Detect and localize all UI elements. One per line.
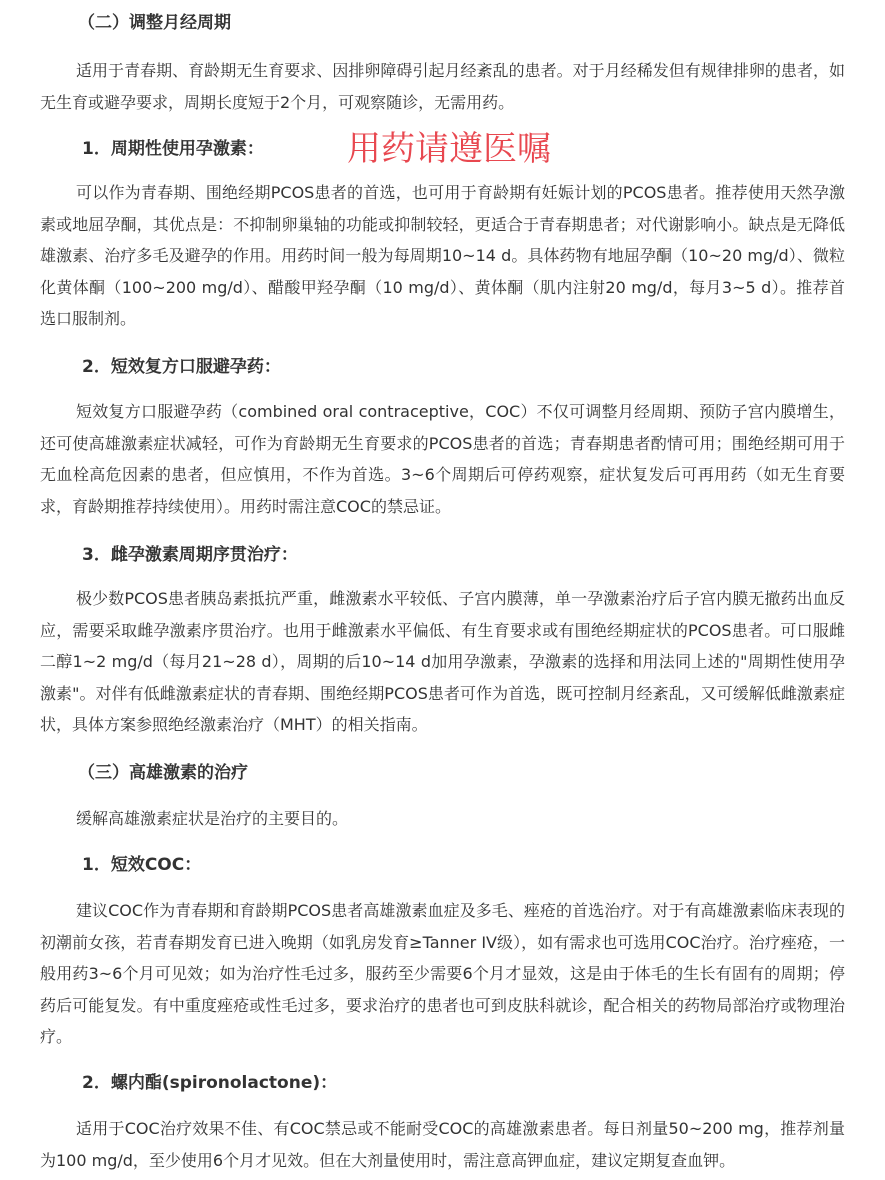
subheading-spironolactone: 2．螺内酯(spironolactone)： — [82, 1073, 338, 1093]
paragraph-coc: 短效复方口服避孕药（combined oral contraceptive，COC）不仅可调整月经周期、预防子宫内膜增生，还可使高雄激素症状减轻，可作为育龄期无生育要求的PCOS患者的首选；青春期患者酌情可用；围绝经期可用于无血栓高危因素的患者，但应慎用，不作为首选。3~6个周期后可停药观察，症状复发后可再用药（如无生育要求，育龄期推荐持续使用）。用药时需注意COC的禁忌证。 — [40, 402, 845, 516]
subheading-coc: 2．短效复方口服避孕药： — [82, 357, 281, 377]
section-heading-adjust-cycle: （二）调整月经周期 — [78, 13, 231, 33]
paragraph-hyperandrogen: 缓解高雄激素症状是治疗的主要目的。 — [76, 809, 349, 828]
paragraph-progestin: 可以作为青春期、围绝经期PCOS患者的首选，也可用于育龄期有妊娠计划的PCOS患者。推荐使用天然孕激素或地屈孕酮，其优点是：不抑制卵巢轴的功能或抑制较轻，更适合于青春期患者；对代谢影响小。缺点是无降低雄激素、治疗多毛及避孕的作用。用药时间一般为每周期10~14 d。具体药物有地屈孕酮（10~20 mg/d）、微粒化黄体酮（100~200 mg/d）、醋酸甲羟孕酮（10 mg/d）、黄体酮（肌内注射20 mg/d，每月3~5 d）。推荐首选口服制剂。 — [40, 183, 845, 328]
subheading-short-coc: 1．短效COC： — [82, 855, 202, 875]
paragraph-adjust-cycle: 适用于青春期、育龄期无生育要求、因排卵障碍引起月经紊乱的患者。对于月经稀发但有规律排卵的患者，如无生育或避孕要求，周期长度短于2个月，可观察随诊，无需用药。 — [40, 61, 845, 112]
watermark-medical-advice: 用药请遵医嘱 — [347, 129, 551, 169]
paragraph-short-coc: 建议COC作为青春期和育龄期PCOS患者高雄激素血症及多毛、痤疮的首选治疗。对于有高雄激素临床表现的初潮前女孩，若青春期发育已进入晚期（如乳房发育≥Tanner IV级），如有需求也可选用COC治疗。治疗痤疮，一般用药3~6个月可见效；如为治疗性毛过多，服药至少需要6个月才显效，这是由于体毛的生长有固有的周期；停药后可能复发。有中重度痤疮或性毛过多，要求治疗的患者也可到皮肤科就诊，配合相关的药物局部治疗或物理治疗。 — [40, 901, 845, 1046]
section-heading-hyperandrogen: （三）高雄激素的治疗 — [78, 763, 248, 783]
subheading-sequential: 3．雌孕激素周期序贯治疗： — [82, 545, 298, 565]
subheading-progestin: 1．周期性使用孕激素： — [82, 139, 264, 159]
paragraph-sequential: 极少数PCOS患者胰岛素抵抗严重，雌激素水平较低、子宫内膜薄，单一孕激素治疗后子宫内膜无撤药出血反应，需要采取雌孕激素序贯治疗。也用于雌激素水平偏低、有生育要求或有围绝经期症状的PCOS患者。可口服雌二醇1~2 mg/d（每月21~28 d），周期的后10~14 d加用孕激素，孕激素的选择和用法同上述的"周期性使用孕激素"。对伴有低雌激素症状的青春期、围绝经期PCOS患者可作为首选，既可控制月经紊乱，又可缓解低雌激素症状，具体方案参照绝经激素治疗（MHT）的相关指南。 — [40, 589, 845, 734]
paragraph-spironolactone: 适用于COC治疗效果不佳、有COC禁忌或不能耐受COC的高雄激素患者。每日剂量50~200 mg，推荐剂量为100 mg/d，至少使用6个月才见效。但在大剂量使用时，需注意高钾血症，建议定期复查血钾。 — [40, 1119, 845, 1170]
